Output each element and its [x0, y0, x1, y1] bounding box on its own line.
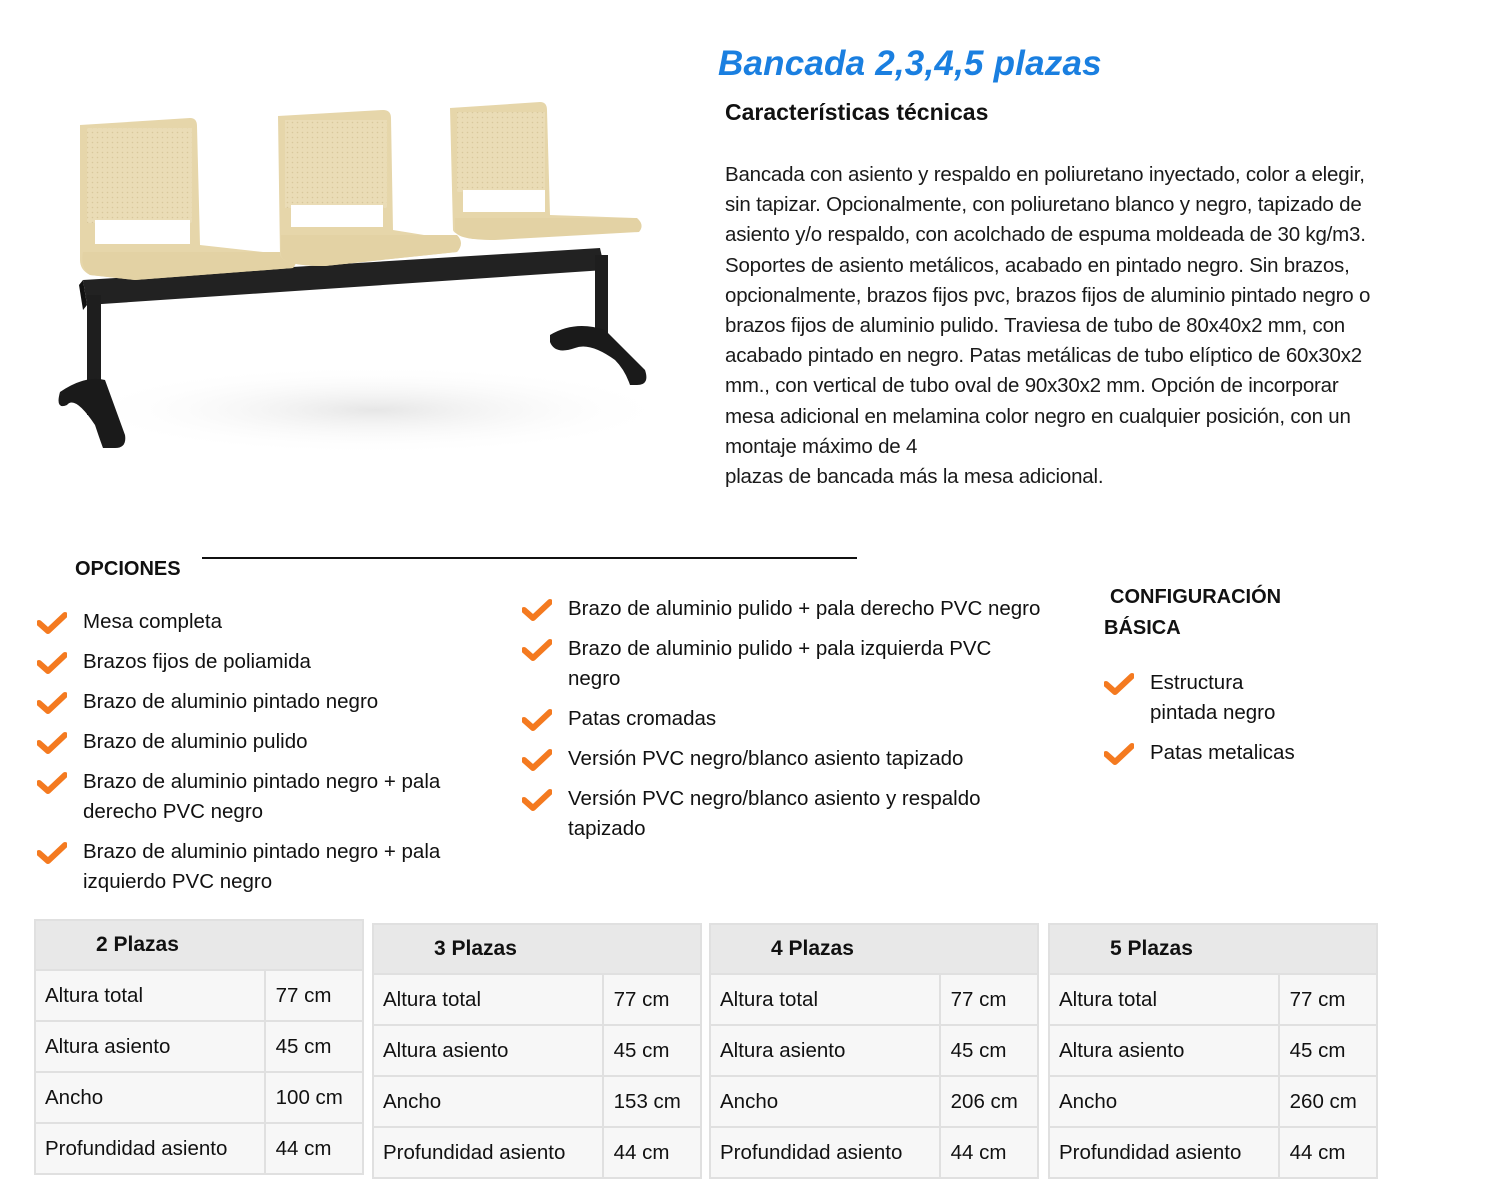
list-item — [37, 727, 507, 757]
option-label: Brazo de aluminio pulido + pala izquierda PVC negro — [568, 637, 992, 690]
row-value: 45 cm — [603, 1025, 701, 1076]
description-line: mesa adicional en melamina color negro en cualquier posición, con un — [725, 404, 1351, 428]
description-line: Bancada con asiento y respaldo en poliuretano inyectado, color a elegir, — [725, 163, 1365, 186]
list-item — [37, 647, 507, 677]
product-image — [45, 80, 685, 470]
configuracion-list — [1104, 668, 1344, 778]
table-row — [1049, 1025, 1377, 1076]
check-icon — [522, 749, 552, 771]
configuracion-heading-line1: CONFIGURACIÓN — [1110, 586, 1282, 608]
check-icon — [522, 599, 552, 621]
row-value: 45 cm — [1279, 1025, 1377, 1076]
description-line: sin tapizar. Opcionalmente, con poliuretano blanco y negro, tapizado de — [725, 193, 1362, 217]
check-icon — [1104, 673, 1134, 695]
list-item — [1104, 668, 1344, 728]
bench-illustration — [45, 80, 685, 470]
row-label: Altura asiento — [35, 1021, 265, 1072]
table-row — [710, 1025, 1038, 1076]
option-label: Brazo de aluminio pintado negro + pala izquierdo PVC negro — [83, 840, 441, 893]
row-value: 153 cm — [603, 1076, 701, 1127]
table-title: 5 Plazas — [1049, 924, 1377, 974]
row-value: 100 cm — [265, 1072, 363, 1123]
description-line: opcionalmente, brazos fijos pvc, brazos fijos de aluminio pintado negro o — [725, 283, 1371, 307]
table-row — [373, 1076, 701, 1127]
option-label: Brazo de aluminio pulido — [83, 730, 308, 753]
technical-description — [725, 160, 1485, 492]
table-row — [710, 1127, 1038, 1178]
description-line: Soportes de asiento metálicos, acabado en pintado negro. Sin brazos, — [725, 253, 1350, 277]
config-label: Estructura pintada negro — [1150, 671, 1276, 724]
opciones-list-column-2 — [522, 594, 1042, 854]
table-title: 3 Plazas — [373, 924, 701, 974]
table-row — [373, 1127, 701, 1178]
row-value: 77 cm — [603, 974, 701, 1025]
description-line: asiento y/o respaldo, con acolchado de espuma moldeada de 30 kg/m3. — [725, 223, 1366, 247]
description-line: plazas de bancada más la mesa adicional. — [725, 465, 1104, 489]
description-line: acabado pintado en negro. Patas metálicas de tubo elíptico de 60x30x2 — [725, 344, 1362, 368]
row-value: 44 cm — [265, 1123, 363, 1174]
row-label: Ancho — [710, 1076, 940, 1127]
divider — [202, 557, 857, 559]
spec-table-2-plazas — [34, 919, 364, 1175]
option-label: Versión PVC negro/blanco asiento y respaldo tapizado — [568, 787, 981, 840]
row-label: Altura total — [1049, 974, 1279, 1025]
list-item — [522, 784, 1042, 844]
list-item — [1104, 738, 1344, 768]
check-icon — [37, 652, 67, 674]
table-row — [710, 974, 1038, 1025]
table-title: 4 Plazas — [710, 924, 1038, 974]
check-icon — [37, 772, 67, 794]
spec-table-4-plazas — [709, 923, 1039, 1179]
row-value: 77 cm — [265, 970, 363, 1021]
list-item — [37, 687, 507, 717]
list-item — [37, 837, 507, 897]
row-label: Altura asiento — [373, 1025, 603, 1076]
row-label: Altura asiento — [1049, 1025, 1279, 1076]
row-label: Altura total — [710, 974, 940, 1025]
check-icon — [37, 732, 67, 754]
check-icon — [522, 789, 552, 811]
row-label: Altura total — [35, 970, 265, 1021]
row-label: Altura total — [373, 974, 603, 1025]
configuracion-heading-line2: BÁSICA — [1104, 617, 1181, 639]
description-line: brazos fijos de aluminio pulido. Traviesa de tubo de 80x40x2 mm, con — [725, 314, 1345, 338]
table-row — [710, 1076, 1038, 1127]
table-row — [1049, 1076, 1377, 1127]
check-icon — [37, 612, 67, 634]
option-label: Versión PVC negro/blanco asiento tapizado — [568, 747, 964, 770]
list-item — [37, 767, 507, 827]
option-label: Brazos fijos de poliamida — [83, 650, 311, 673]
opciones-heading: OPCIONES — [75, 558, 181, 580]
table-title: 2 Plazas — [35, 920, 363, 970]
row-label: Profundidad asiento — [710, 1127, 940, 1178]
row-value: 44 cm — [940, 1127, 1038, 1178]
row-value: 45 cm — [265, 1021, 363, 1072]
row-value: 45 cm — [940, 1025, 1038, 1076]
description-line: montaje máximo de 4 — [725, 434, 918, 458]
row-value: 44 cm — [1279, 1127, 1377, 1178]
table-row — [35, 1021, 363, 1072]
section-subtitle: Características técnicas — [725, 99, 989, 125]
check-icon — [37, 842, 67, 864]
row-label: Profundidad asiento — [35, 1123, 265, 1174]
list-item — [522, 594, 1042, 624]
row-value: 77 cm — [940, 974, 1038, 1025]
row-label: Profundidad asiento — [1049, 1127, 1279, 1178]
row-value: 206 cm — [940, 1076, 1038, 1127]
list-item — [522, 744, 1042, 774]
option-label: Brazo de aluminio pintado negro — [83, 690, 379, 713]
table-row — [35, 1072, 363, 1123]
check-icon — [37, 692, 67, 714]
table-row — [373, 1025, 701, 1076]
config-label: Patas metalicas — [1150, 741, 1295, 764]
opciones-list-column-1 — [37, 607, 507, 907]
row-label: Ancho — [373, 1076, 603, 1127]
check-icon — [522, 709, 552, 731]
table-row — [35, 1123, 363, 1174]
page-title: Bancada 2,3,4,5 plazas — [718, 44, 1102, 83]
check-icon — [522, 639, 552, 661]
table-row — [373, 974, 701, 1025]
row-label: Ancho — [1049, 1076, 1279, 1127]
check-icon — [1104, 743, 1134, 765]
row-label: Profundidad asiento — [373, 1127, 603, 1178]
table-row — [1049, 1127, 1377, 1178]
list-item — [522, 634, 1042, 694]
table-row — [35, 970, 363, 1021]
option-label: Mesa completa — [83, 610, 223, 633]
option-label: Brazo de aluminio pulido + pala derecho PVC negro — [568, 597, 1041, 620]
spec-table-5-plazas — [1048, 923, 1378, 1179]
row-value: 260 cm — [1279, 1076, 1377, 1127]
row-value: 44 cm — [603, 1127, 701, 1178]
spec-table-3-plazas — [372, 923, 702, 1179]
row-value: 77 cm — [1279, 974, 1377, 1025]
configuracion-heading — [1104, 582, 1281, 644]
list-item — [522, 704, 1042, 734]
option-label: Brazo de aluminio pintado negro + pala derecho PVC negro — [83, 770, 441, 823]
table-row — [1049, 974, 1377, 1025]
option-label: Patas cromadas — [568, 707, 717, 730]
row-label: Ancho — [35, 1072, 265, 1123]
list-item — [37, 607, 507, 637]
description-line: mm., con vertical de tubo oval de 90x30x2 mm. Opción de incorporar — [725, 374, 1339, 398]
row-label: Altura asiento — [710, 1025, 940, 1076]
